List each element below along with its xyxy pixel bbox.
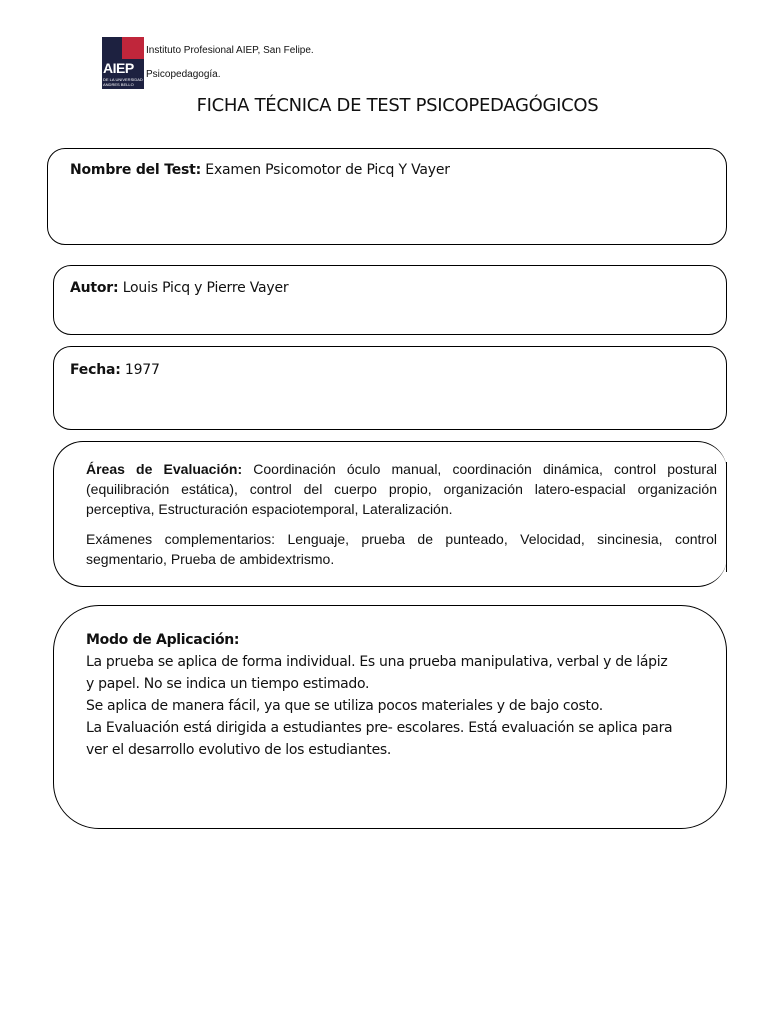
application-line: ver el desarrollo evolutivo de los estudiantes. <box>86 742 392 758</box>
application-line: Se aplica de manera fácil, ya que se utiliza pocos materiales y de bajo costo. <box>86 698 603 714</box>
application-line: La prueba se aplica de forma individual. Es una prueba manipulativa, verbal y de lápiz <box>86 654 668 670</box>
author-box <box>53 265 727 335</box>
author-value: Louis Picq y Pierre Vayer <box>122 280 289 296</box>
application-label: Modo de Aplicación: <box>86 632 240 648</box>
areas-paragraph <box>86 459 717 519</box>
date-box <box>53 346 727 430</box>
areas-box-right-border <box>726 462 727 572</box>
test-name-field <box>70 162 450 178</box>
date-label: Fecha: <box>70 362 121 378</box>
test-name-value: Examen Psicomotor de Picq Y Vayer <box>205 162 450 178</box>
areas-value: Coordinación óculo manual, coordinación dinámica, control postural (equilibración estática), control del cuerpo propio, organización latero-espacial organización perceptiva, Estructuración espaciotemporal, Lateralización. <box>86 461 717 517</box>
author-field <box>70 280 289 296</box>
date-value: 1977 <box>124 362 160 378</box>
application-line: La Evaluación está dirigida a estudiantes pre- escolares. Está evaluación se aplica para <box>86 720 673 736</box>
application-section <box>86 629 706 761</box>
complementary-exams: Exámenes complementarios: Lenguaje, prueba de punteado, Velocidad, sincinesia, control segmentario, Prueba de ambidextrismo. <box>86 531 717 567</box>
logo-red-block <box>122 37 144 59</box>
institution-name: Instituto Profesional AIEP, San Felipe. <box>146 45 314 56</box>
page-title: FICHA TÉCNICA DE TEST PSICOPEDAGÓGICOS <box>196 95 599 116</box>
areas-section <box>86 459 717 569</box>
date-field <box>70 362 160 378</box>
application-line: y papel. No se indica un tiempo estimado. <box>86 676 370 692</box>
author-label: Autor: <box>70 280 119 296</box>
logo-subtext: DE LA UNIVERSIDAD ANDRES BELLO <box>103 77 143 87</box>
aiep-logo <box>102 37 144 89</box>
test-name-label: Nombre del Test: <box>70 162 202 178</box>
areas-label: Áreas de Evaluación: <box>86 461 243 477</box>
logo-text: AIEP <box>103 60 134 76</box>
department-name: Psicopedagogía. <box>146 69 221 80</box>
